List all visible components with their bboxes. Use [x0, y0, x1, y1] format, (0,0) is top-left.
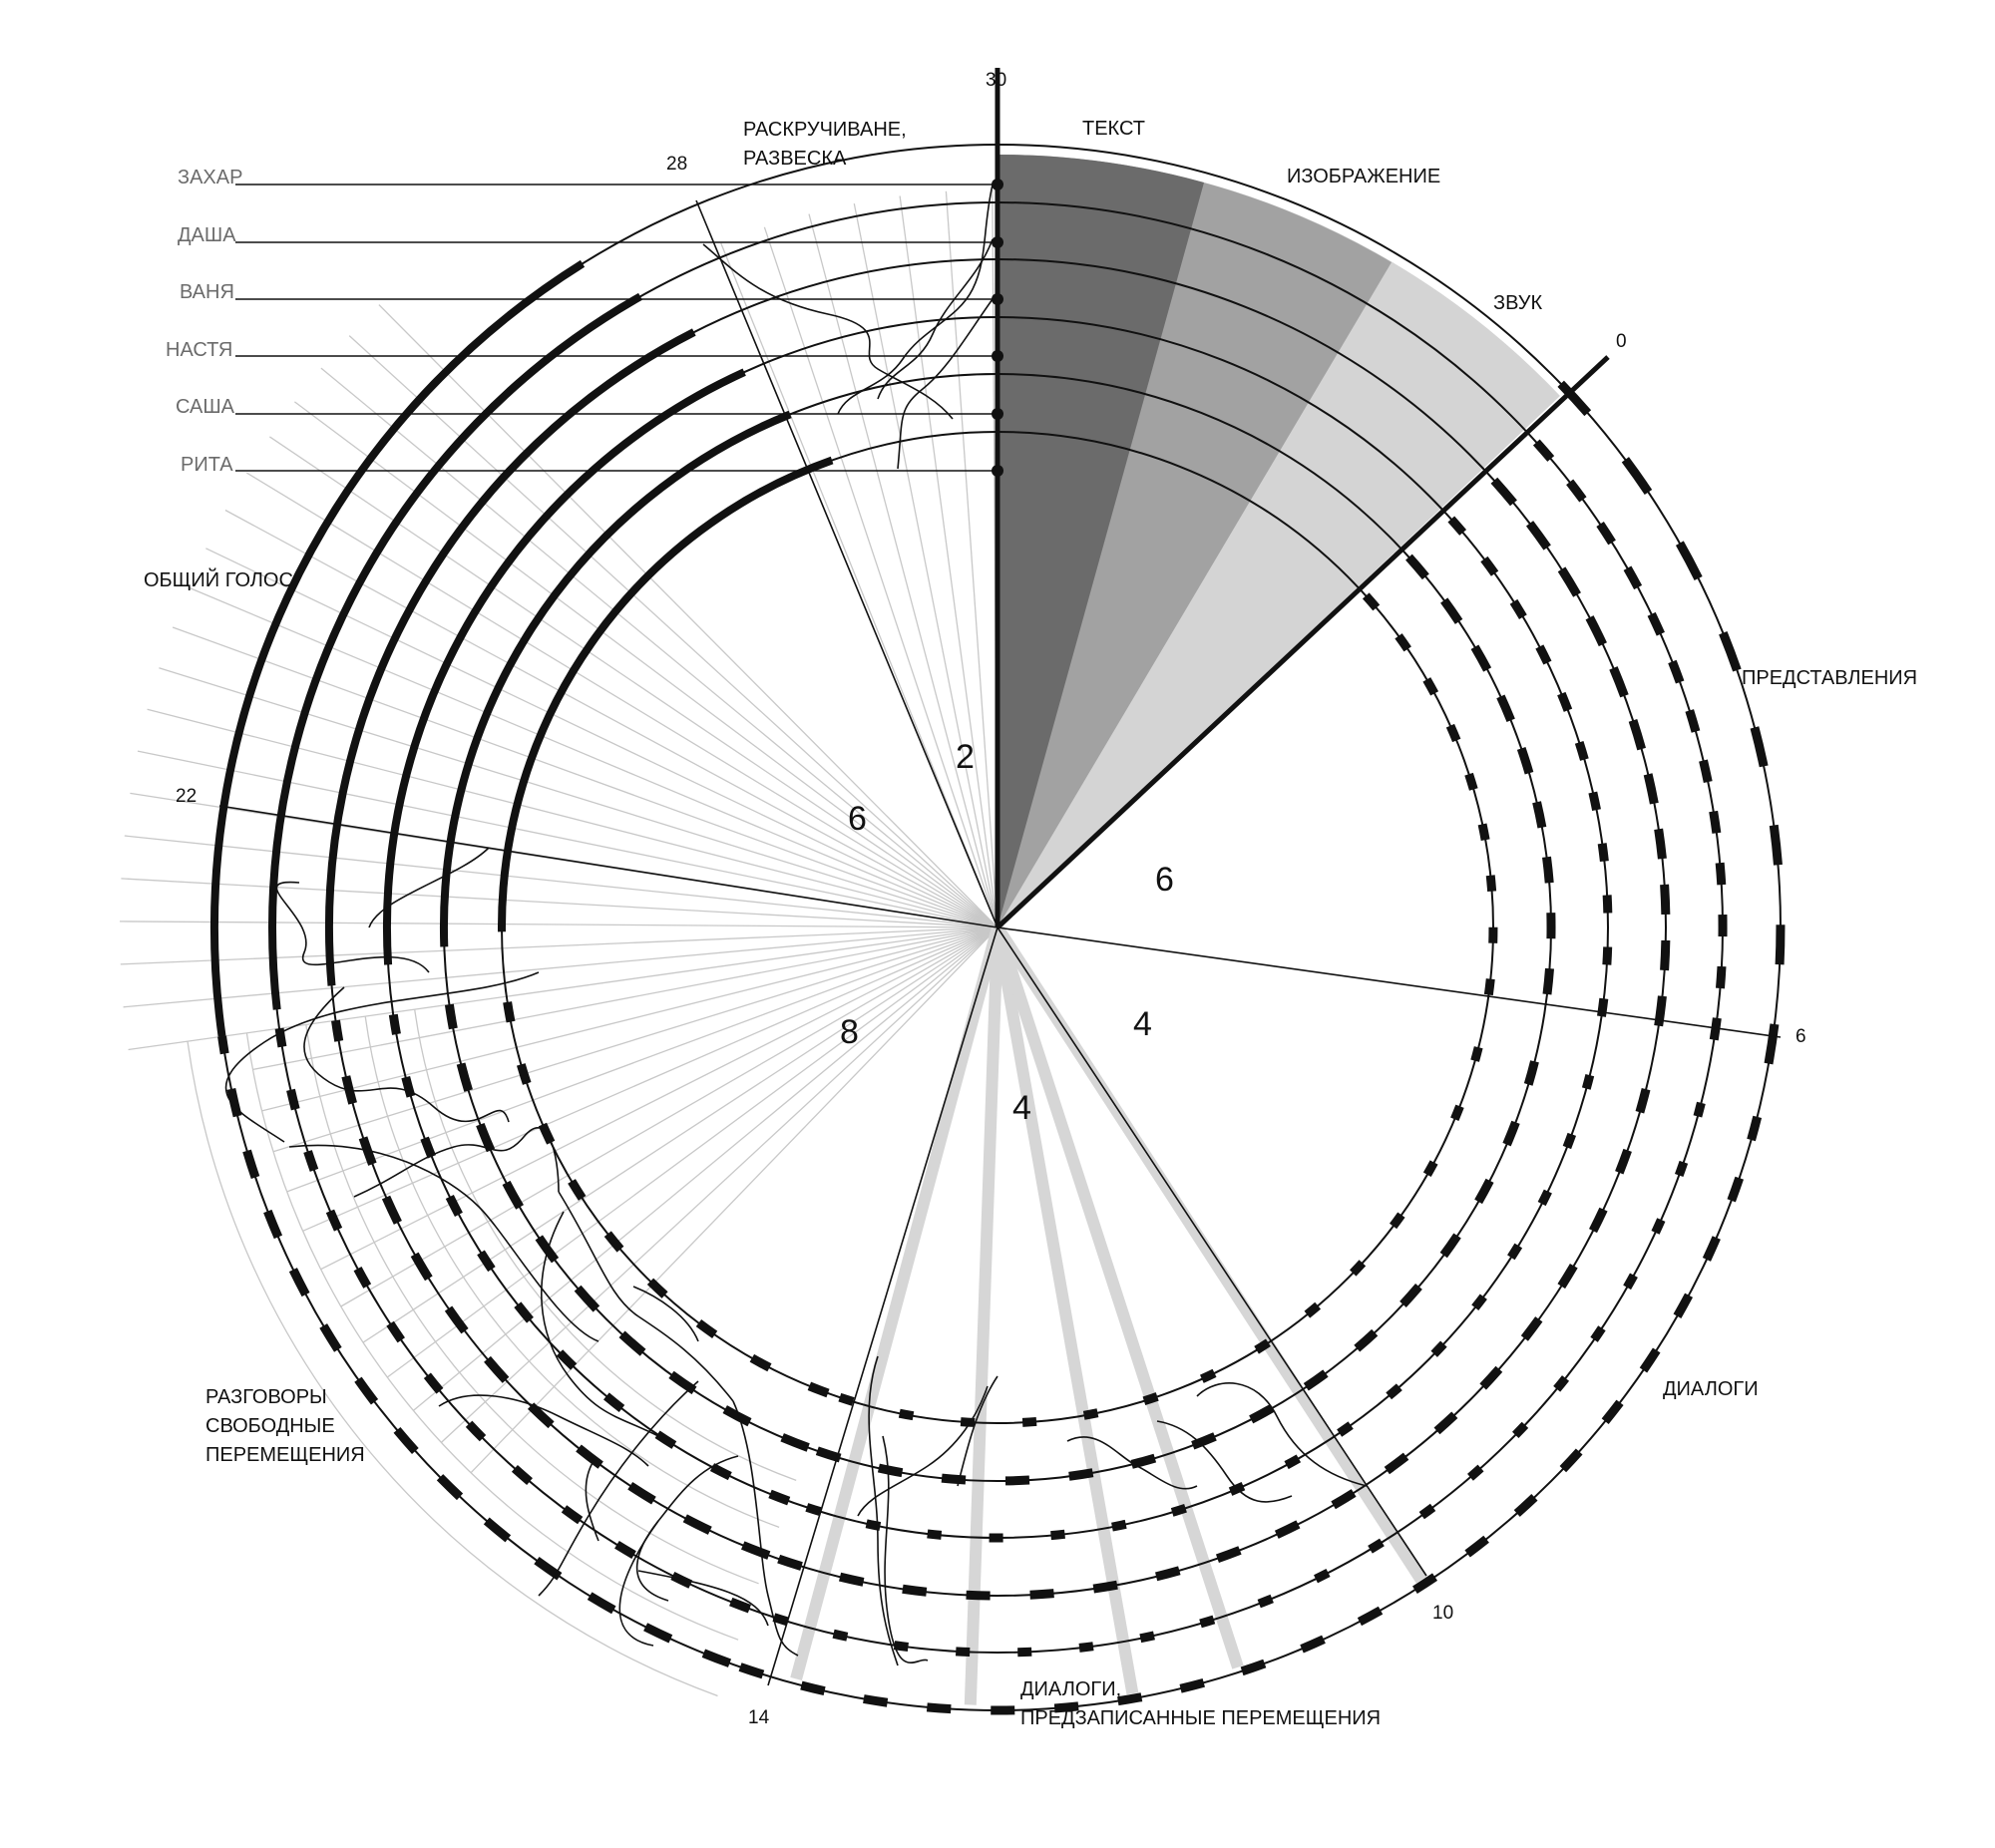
duration-lower-right: 4	[1133, 1005, 1152, 1043]
grid-ray	[287, 927, 998, 1192]
grid-arc	[415, 1009, 797, 1480]
tick-label-14: 14	[748, 1707, 770, 1728]
ray-22	[219, 806, 998, 927]
tick-label-30: 30	[986, 70, 1007, 91]
layer-label-image: ИЗОБРАЖЕНИЕ	[1287, 166, 1441, 187]
section-label-prerecorded-line2: ПРЕДЗАПИСАННЫЕ ПЕРЕМЕЩЕНИЯ	[1020, 1707, 1382, 1729]
grid-arc	[306, 1024, 759, 1583]
person-name-rita: РИТА	[181, 454, 233, 476]
ray-14	[768, 927, 998, 1685]
section-label-conversations-line2: СВОБОДНЫЕ	[205, 1415, 335, 1437]
media-layers-wedge	[998, 155, 1560, 927]
grid-ray	[349, 336, 998, 927]
person-dot	[992, 179, 1003, 190]
tick-label-10: 10	[1432, 1603, 1454, 1624]
performance-marks	[1561, 384, 1781, 1090]
performance-marks	[1366, 595, 1493, 1013]
grid-ray	[246, 473, 998, 927]
person-dot	[992, 408, 1003, 420]
grid-ray	[138, 751, 998, 927]
prerecorded-bar	[971, 927, 998, 1705]
section-label-unwinding-line2: РАЗВЕСКА	[743, 148, 847, 170]
section-label-dialogues: ДИАЛОГИ	[1663, 1378, 1759, 1400]
performance-marks	[1494, 481, 1666, 1044]
dialogue-marks	[730, 1117, 1758, 1710]
grid-ray	[764, 227, 998, 927]
grid-ray	[387, 927, 998, 1377]
grid-ray	[205, 549, 998, 927]
section-label-unwinding-line1: РАСКРУЧИВАНЕ,	[743, 119, 907, 141]
section-label-conversations-line3: ПЕРЕМЕЩЕНИЯ	[205, 1444, 365, 1466]
ray-10	[998, 927, 1426, 1576]
grid-ray	[225, 511, 998, 928]
duration-bottom: 4	[1012, 1089, 1031, 1127]
grid-ray	[321, 368, 998, 927]
grid-ray	[124, 927, 998, 1007]
dialogue-marks	[769, 1089, 1646, 1596]
person-name-zakhar: ЗАХАР	[178, 167, 243, 188]
dialogue-marks	[789, 1075, 1590, 1538]
grid-arc	[188, 1041, 718, 1695]
person-dot	[992, 465, 1003, 477]
section-label-common-voice: ОБЩИЙ ГОЛОС	[144, 569, 293, 591]
duration-left: 8	[840, 1013, 859, 1051]
common-voice-arc	[444, 414, 790, 946]
conversation-marks	[279, 1028, 749, 1609]
ray-28	[696, 200, 998, 927]
grid-ray	[441, 927, 998, 1442]
dialogue-marks	[828, 1047, 1478, 1423]
section-label-performances: ПРЕДСТАВЛЕНИЯ	[1742, 667, 1918, 689]
layer-label-sound: ЗВУК	[1493, 292, 1543, 314]
person-name-sasha: САША	[176, 396, 235, 418]
grid-ray	[294, 402, 998, 927]
tick-labels	[176, 70, 1806, 1728]
person-dot	[992, 350, 1003, 362]
person-names	[166, 167, 242, 476]
grid-ray	[121, 879, 998, 927]
grid-arc	[246, 1033, 738, 1640]
section-label-conversations-line1: РАЗГОВОРЫ	[205, 1386, 327, 1408]
conversation-marks	[507, 996, 828, 1393]
person-name-nastya: НАСТЯ	[166, 339, 233, 361]
person-dot	[992, 236, 1003, 248]
grid-ray	[120, 922, 998, 927]
person-name-vanya: ВАНЯ	[180, 281, 234, 303]
grid-ray	[341, 927, 998, 1306]
grid-ray	[125, 836, 998, 927]
tick-label-6: 6	[1796, 1026, 1806, 1047]
person-name-dasha: ДАША	[178, 224, 236, 246]
conversation-marks	[222, 1036, 730, 1663]
grid-ray	[809, 214, 998, 927]
duration-upper-left: 6	[848, 800, 867, 838]
tick-label-22: 22	[176, 786, 198, 807]
tick-label-28: 28	[666, 154, 688, 175]
section-label-prerecorded-line1: ДИАЛОГИ,	[1020, 1678, 1122, 1700]
grid-ray	[854, 203, 998, 927]
performance-marks	[1536, 443, 1723, 1054]
dialogue-marks	[749, 1103, 1701, 1653]
grid-rays	[120, 189, 998, 1696]
duration-right: 6	[1155, 861, 1174, 899]
duration-top-small: 2	[956, 738, 975, 776]
prerecorded-bar	[998, 927, 1238, 1667]
layer-label-text: ТЕКСТ	[1082, 118, 1145, 140]
tick-label-0: 0	[1616, 331, 1627, 352]
conversation-marks	[393, 1012, 789, 1501]
grid-ray	[253, 927, 998, 1069]
conversation-marks	[336, 1020, 769, 1555]
person-dot	[992, 293, 1003, 305]
dialogue-marks	[808, 1061, 1534, 1481]
